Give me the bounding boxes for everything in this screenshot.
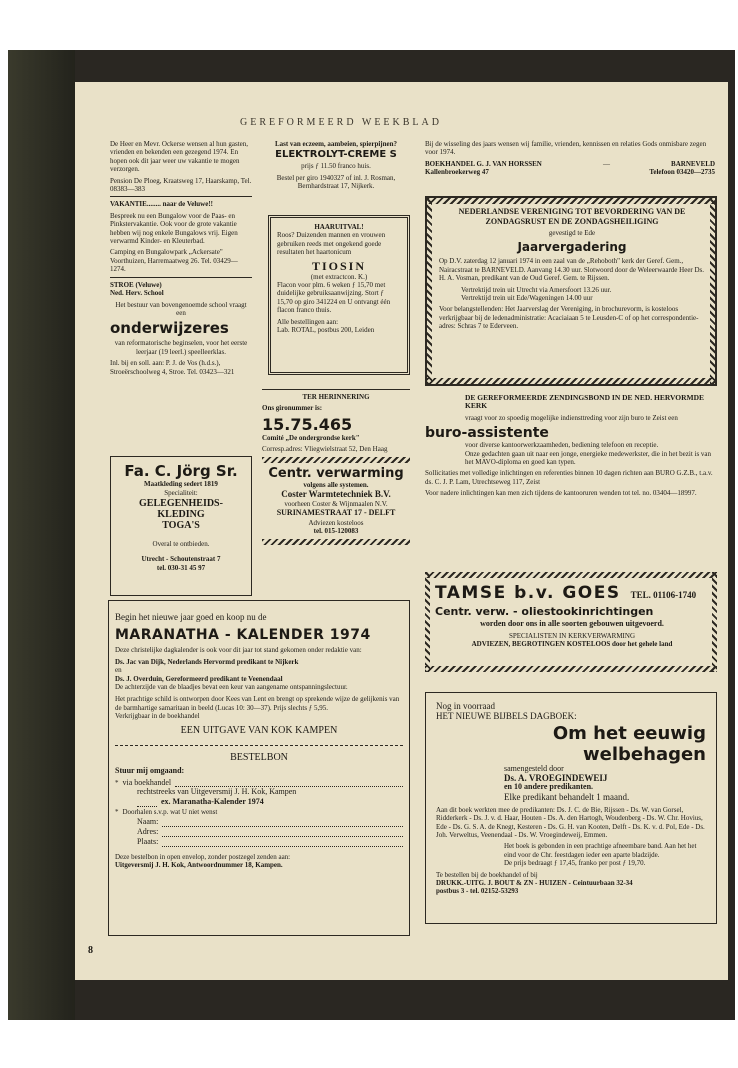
horssen-tel: Telefoon 03420—2735	[649, 168, 715, 177]
trein-ede: Vertrektijd trein uit Ede/Wageningen 14.00 uur	[461, 294, 593, 303]
form-via-boekhandel[interactable]: * via boekhandel	[115, 778, 403, 787]
cut-line	[115, 745, 403, 746]
dagboek-ad	[425, 692, 717, 924]
jorg-name: Fa. C. Jörg Sr.	[124, 462, 238, 480]
zigzag-border	[427, 198, 432, 384]
dagboek-te-bestellen: Te bestellen bij de boekhandel of bij	[436, 870, 538, 879]
zigzag-border	[710, 198, 715, 384]
divider	[262, 389, 410, 390]
coster-name: Coster Warmtetechniek B.V.	[281, 489, 391, 500]
stroe-title: STROE (Veluwe)	[110, 280, 162, 289]
divider	[110, 277, 252, 278]
horssen-name: BOEKHANDEL G. J. VAN HORSSEN	[425, 159, 542, 168]
jorg-tel: tel. 030-31 45 97	[156, 564, 206, 572]
zondagsrust-ede: gevestigd te Ede	[548, 229, 596, 237]
zendingsbond-title: DE GEREFORMEERDE ZENDINGSBOND IN DE NED. HERVORMDE KERK	[465, 393, 704, 411]
tamse-heading: TAMSE b.v. GOES	[435, 583, 621, 603]
bestelbon-footer1: Deze bestelbon in open envelop, zonder postzegel zenden aan:	[115, 852, 291, 861]
page-number: 8	[88, 945, 93, 956]
elektrolyt-order: Bestel per giro 1940327 of inl. J. Rosman, Bernhardstraat 17, Nijkerk.	[276, 173, 396, 191]
dagboek-en10: en 10 andere predikanten.	[504, 782, 594, 792]
comite-name: Comité „De ondergrondse kerk"	[262, 433, 360, 442]
zigzag-border	[262, 539, 410, 545]
giro-label: Ons gironummer is:	[262, 404, 323, 413]
page-header: GEREFORMEERD WEEKBLAD	[240, 117, 442, 128]
form-exemplaren[interactable]: ex. Maranatha-Kalender 1974	[115, 798, 403, 807]
tamse-ad	[425, 572, 717, 672]
tiosin-lab: Lab. ROTAL, postbus 200, Leiden	[277, 326, 375, 335]
zigzag-border	[262, 457, 410, 463]
jorg-kleding: GELEGENHEIDS- KLEDING	[139, 498, 223, 520]
dagboek-prijs: De prijs bedraagt ƒ 17,45, franko per post ƒ 19,70.	[504, 859, 646, 868]
buro-nadere: Voor nadere inlichtingen kan men zich tijdens de kantooruren wenden tot tel. no. 03404—18997.	[425, 489, 697, 498]
dagboek-elke: Elke predikant behandelt 1 maand.	[504, 791, 630, 802]
zendingsbond-vraagt: vraagt voor zo spoedig mogelijke indiensttreding voor zijn buro te Zeist een	[465, 413, 678, 422]
buro-assistente-heading: buro-assistente	[425, 425, 549, 442]
tiosin-alle: Alle bestellingen aan:	[277, 317, 339, 326]
tiosin-heading: TIOSIN	[311, 258, 367, 273]
maranatha-schild: Het prachtige schild is ontworpen door Kees van Lent en brengt op sprekende wijze de gelijkenis van de barmhartige samaritaan in beeld (Lucas 10: 30—37). Prijs slechts ƒ 5,95.	[115, 694, 400, 712]
divider	[110, 196, 252, 197]
jaarvergadering-heading: Jaarvergadering	[517, 240, 627, 255]
column-left	[110, 140, 252, 379]
buro-sollicitaties: Sollicitaties met volledige inlichtingen en referenties binnen 10 dagen richten aan BURO G.Z.B., t.a.v. ds. C. J. P. Lam, Utrechtseweg 117, Zeist	[425, 469, 713, 486]
maranatha-p1: Deze christelijke dagkalender is ook voor dit jaar tot stand gekomen onder redaktie van:	[115, 646, 362, 654]
coster-address: SURINAMESTRAAT 17 - DELFT	[276, 508, 396, 518]
maranatha-dijk: Ds. Jac van Dijk, Nederlands Hervormd predikant te Nijkerk	[115, 657, 299, 666]
zigzag-border	[425, 572, 717, 578]
eczeem-title: Last van eczeem, aambeien, spierpijnen?	[274, 140, 398, 148]
tamse-tel: TEL. 01106-1740	[630, 590, 697, 600]
dagboek-vroeg: Ds. A. VROEGINDEWEIJ	[504, 773, 608, 784]
plaats-field[interactable]: Plaats:	[115, 838, 403, 847]
tamse-adviezen: ADVIEZEN, BEGROTINGEN KOSTELOOS door het gehele land	[471, 640, 673, 649]
dagboek-nog: Nog in voorraad	[436, 701, 495, 711]
buro-voor: voor diverse kantoorwerkzaamheden, bediening telefoon en receptie.	[465, 441, 659, 450]
jorg-overal: Overal te ontbieden.	[152, 540, 210, 548]
tamse-worden: worden door ons in alle soorten gebouwen uitgevoerd.	[480, 619, 664, 628]
vakantie-body: Bespreek nu een Bungalow voor de Paas- en Pinkstervakantie. Ook voor de grote vakantie hebben wij nog enkele Bungalows vrij. Eigen verwarmd Kinder- en Kleuterbad.	[110, 211, 238, 246]
ockerse-ad: De Heer en Mevr. Ockerse wensen al hun gasten, vrienden en bekenden een gezegend 1974. En hopen ook dit jaar weer uw vakantie te mogen verzorgen.	[110, 140, 249, 174]
zigzag-border	[427, 198, 715, 204]
dagboek-gebonden: Het boek is gebonden in een prachtige afneembare band. Aan het het eind voor de Chr. feestdagen ieder een aparte bladzijde.	[504, 842, 697, 859]
jaarverslag-text: Voor belangstellenden: Het Jaarverslag der Vereniging, in brochurevorm, is kosteloos verkrijgbaar bij de ledenadministratie: Acaciaiaan 5 te Leusden-C of op het correspondentie-adres: Schras 7 te Ederveen.	[439, 305, 699, 331]
haaruitval-title: HAARUITVAL!	[314, 223, 364, 231]
centr-heading: Centr. verwarming	[268, 465, 404, 481]
buro-onze: Onze gedachten gaan uit naar een jonge, energieke medewerkster, die in het bezit is van het MAVO-diploma en goed kan typen.	[465, 449, 712, 467]
dagboek-title: HET NIEUWE BIJBELS DAGBOEK:	[436, 711, 577, 721]
coster-tel: tel. 015-120083	[313, 527, 359, 536]
vakantie-title: VAKANTIE........ naar de Veluwe!!	[110, 200, 214, 209]
herinnering-title: TER HERINNERING	[302, 393, 370, 401]
form-rechtstreeks: rechtstreeks van Uitgeversmij J. H. Kok, Kampen	[137, 787, 297, 797]
haaruitval-ad	[268, 215, 410, 375]
comite-corresp: Corresp.adres: Vliegwielstraat 52, Den Haag	[262, 445, 388, 454]
jorg-togas: TOGA'S	[162, 520, 200, 531]
maranatha-title: MARANATHA - KALENDER 1974	[115, 627, 371, 643]
zigzag-border	[425, 572, 430, 672]
wisseling-text: Bij de wisseling des jaars wensen wij familie, vrienden, kennissen en relaties Gods onmisbare zegen voor 1974.	[425, 140, 707, 157]
horssen-dash: —	[602, 159, 610, 168]
tamse-spec: SPECIALISTEN IN KERKVERWARMING	[509, 631, 635, 640]
elektrolyt-heading: ELEKTROLYT-CREME S	[275, 149, 397, 161]
maranatha-intro: Begin het nieuwe jaar goed en koop nu de	[115, 612, 267, 622]
coster-advies: Adviezen kosteloos	[308, 518, 364, 527]
coster-voorheen: voorheen Coster & Wijnmaalen N.V.	[284, 500, 388, 509]
welbehagen-heading: Om het eeuwig welbehagen	[552, 723, 706, 765]
reform-text: van reformatorische beginselen, voor het eerste leerjaar (19 leerl.) speelleerklas.	[114, 339, 248, 356]
school-name: Ned. Herv. School	[110, 289, 164, 298]
camping-ad: Camping en Bungalowpark „Ackersate" Voorthuizen, Harremaatweg 26. Tel. 03429—1274.	[110, 248, 238, 274]
form-doorhalen: * Doorhalen s.v.p. wat U niet wenst	[115, 807, 218, 816]
dagboek-samen: samengesteld door	[504, 764, 564, 773]
dagboek-drukk: DRUKK.-UITG. J. BOUT & ZN - HUIZEN - Ceintuurbaan 32-34	[436, 879, 633, 888]
bestelbon-footer2: Uitgeversmij J. H. Kok, Antwoordnummer 18, Kampen.	[115, 861, 283, 870]
maranatha-en: en	[115, 666, 122, 675]
zondagsrust-title: NEDERLANDSE VERENIGING TOT BEVORDERING VAN DE ZONDAGSRUST EN DE ZONDAGSHEILIGING	[458, 207, 686, 226]
haaruitval-body: Roos? Duizenden mannen en vrouwen gebruiken reeds met ongekend goede resultaten het haartonicum	[277, 231, 386, 257]
maranatha-uitgave: EEN UITGAVE VAN KOK KAMPEN	[180, 724, 338, 736]
bestuur-text: Het bestuur van bovengenoemde school vraagt een	[115, 300, 247, 317]
zigzag-border	[425, 666, 717, 672]
naam-field[interactable]: Naam:	[115, 818, 403, 827]
bestelbon-title: BESTELBON	[230, 751, 288, 763]
jorg-spec: Specialiteit:	[164, 489, 198, 497]
maranatha-ad	[108, 600, 410, 936]
tamse-olie: Centr. verw. - oliestookinrichtingen	[435, 605, 654, 618]
centr-volgens: volgens alle systemen.	[303, 480, 369, 489]
dagboek-aan: Aan dit boek werkten mee de predikanten: Ds. J. C. de Bie, Rijssen - Ds. W. van Gorsel, Ridderkerk - Ds. J. v. d. Haar, Houten - Ds. A. den Hartogh, Woudenberg - Ds. W. Chr. Hovius, Ede - Ds. G. S. A. de Knegt, Kesteren - Ds. G. H. van Kooten, Delft - Ds. K. v. d. Pol, Ede - Ds. Joh. Verweltus, Veenendaal - Ds. W. Vroegindeweij, Emmen.	[436, 805, 705, 840]
binding-gutter	[8, 50, 75, 1020]
zigzag-border	[427, 378, 715, 384]
jorg-addr: Utrecht - Schoutenstraat 7	[141, 555, 221, 563]
adres-field[interactable]: Adres:	[115, 828, 403, 837]
pension-ploeg: Pension De Ploeg, Kraatsweg 17, Haarskamp, Tel. 08383—383	[110, 176, 252, 194]
horssen-street: Kallenbroekerweg 47	[425, 168, 489, 177]
maranatha-achter: De achterzijde van de blaadjes bevat een keur van aangename ontspanningslectuur.	[115, 683, 348, 692]
zondagsrust-ad	[425, 196, 717, 386]
zendingsbond-ad	[425, 394, 717, 501]
maranatha-overduin: Ds. J. Overduin, Gereformeerd predikant te Veenendaal	[115, 674, 283, 683]
zigzag-border	[712, 572, 717, 672]
column-middle	[262, 140, 410, 194]
horssen-city: BARNEVELD	[671, 159, 715, 168]
jaarvergadering-body: Op D.V. zaterdag 12 januari 1974 in een zaal van de „Rehoboth" kerk der Geref. Gem., Nairacstraat te BARNEVELD. Aanvang 14.30 uur. Slotwoord door de Weleerwaarde Heer Ds. H. A. Vosman, predikant van de Oud Geref. Gem. te Rijssen.	[439, 257, 705, 283]
tiosin-extract: (met extractcon. K.)	[310, 272, 368, 281]
maranatha-verkrijg: Verkrijgbaar in de boekhandel	[115, 712, 200, 721]
dagboek-postbus: postbus 3 - tel. 02152-53293	[436, 887, 519, 896]
horssen-ad	[425, 140, 715, 177]
jorg-since: Maatkleding sedert 1819	[144, 480, 218, 488]
bestelbon-stuur: Stuur mij omgaand:	[115, 765, 185, 775]
giro-number: 15.75.465	[262, 414, 353, 434]
tiosin-flacon: Flacon voor plm. 6 weken ƒ 15,70 met duidelijke gebruiksaanwijzing. Stort ƒ 15,70 op giro 341224 en U ontvangt één flacon franco thuis.	[277, 281, 391, 315]
inl-text: Inl. bij en soll. aan: P. J. de Vos (h.d.s.), Stroeërschoolweg 4, Stroe. Tel. 03423—321	[110, 359, 235, 376]
elektrolyt-price: prijs ƒ 11.50 franco huis.	[301, 162, 371, 171]
onderwijzeres-heading: onderwijzeres	[110, 319, 229, 338]
trein-utrecht: Vertrektijd trein uit Utrecht via Amersfoort 13.26 uur.	[461, 285, 612, 294]
jorg-ad	[110, 456, 252, 596]
herinnering-ad	[262, 386, 410, 548]
